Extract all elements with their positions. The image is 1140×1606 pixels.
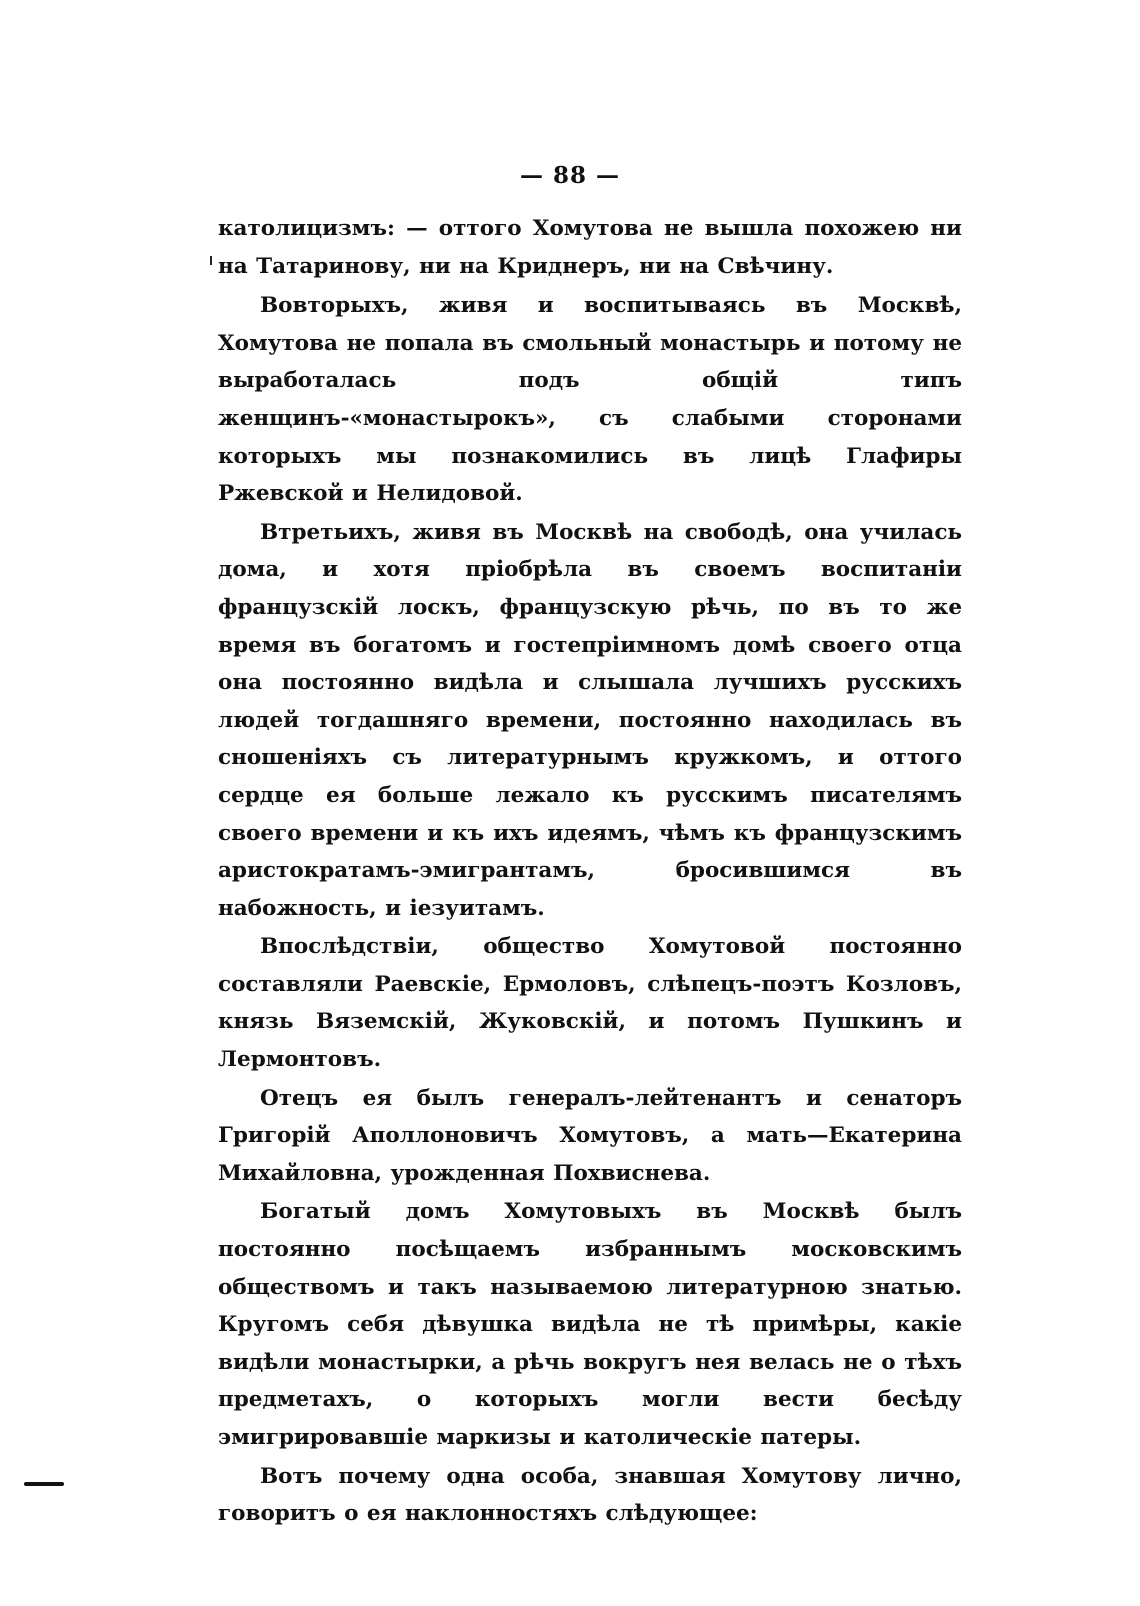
paragraph-5: Отецъ ея былъ генералъ-лейтенантъ и сенаторъ Григорій Аполлоновичъ Хомутовъ, а мать—Екатерина Михайловна, урожденная Похвиснева. bbox=[218, 1085, 962, 1186]
paragraph-1: католицизмъ: — оттого Хомутова не вышла похожею ни на Татаринову, ни на Криднеръ, ни на Свѣчину. bbox=[218, 216, 962, 279]
margin-tick-mark bbox=[210, 256, 212, 265]
paragraph-6: Богатый домъ Хомутовыхъ въ Москвѣ былъ постоянно посѣщаемъ избраннымъ московскимъ обществомъ и такъ называемою литературною знатью. Кругомъ себя дѣвушка видѣла не тѣ примѣры, какіе видѣли монастырки, а рѣчь вокругъ нея велась не о тѣхъ предметахъ, о которыхъ могли вести бесѣду эмигрировавшіе маркизы и католическіе патеры. bbox=[218, 1199, 962, 1450]
page-number: — 88 — bbox=[519, 162, 621, 189]
paragraph-3: Втретьихъ, живя въ Москвѣ на свободѣ, она училась дома, и хотя пріобрѣла въ своемъ воспитаніи французскій лоскъ, французскую рѣчь, по въ то же время въ богатомъ и гостепріимномъ домѣ своего отца она постоянно видѣла и слышала лучшихъ русскихъ людей тогдашняго времени, постоянно находилась въ сношеніяхъ съ литературнымъ кружкомъ, и оттого сердце ея больше лежало къ русскимъ писателямъ своего времени и къ ихъ идеямъ, чѣмъ къ французскимъ аристократамъ-эмигрантамъ, бросившимся въ набожность, и іезуитамъ. bbox=[218, 519, 962, 921]
text-body bbox=[218, 210, 962, 1534]
paragraph-2: Вовторыхъ, живя и воспитываясь въ Москвѣ, Хомутова не попала въ смольный монастырь и потому не выработалась подъ общій типъ женщинъ-«монастырокъ», съ слабыми сторонами которыхъ мы познакомились въ лицѣ Глафиры Ржевской и Нелидовой. bbox=[218, 293, 962, 507]
paragraph-7: Вотъ почему одна особа, знавшая Хомутову лично, говоритъ о ея наклонностяхъ слѣдующее: bbox=[218, 1463, 962, 1527]
paragraph-4: Впослѣдствіи, общество Хомутовой постоянно составляли Раевскіе, Ермоловъ, слѣпецъ-поэтъ Козловъ, князь Вяземскій, Жуковскій, и потомъ Пушкинъ и Лермонтовъ. bbox=[218, 934, 962, 1073]
page-edge-mark bbox=[24, 1482, 64, 1486]
